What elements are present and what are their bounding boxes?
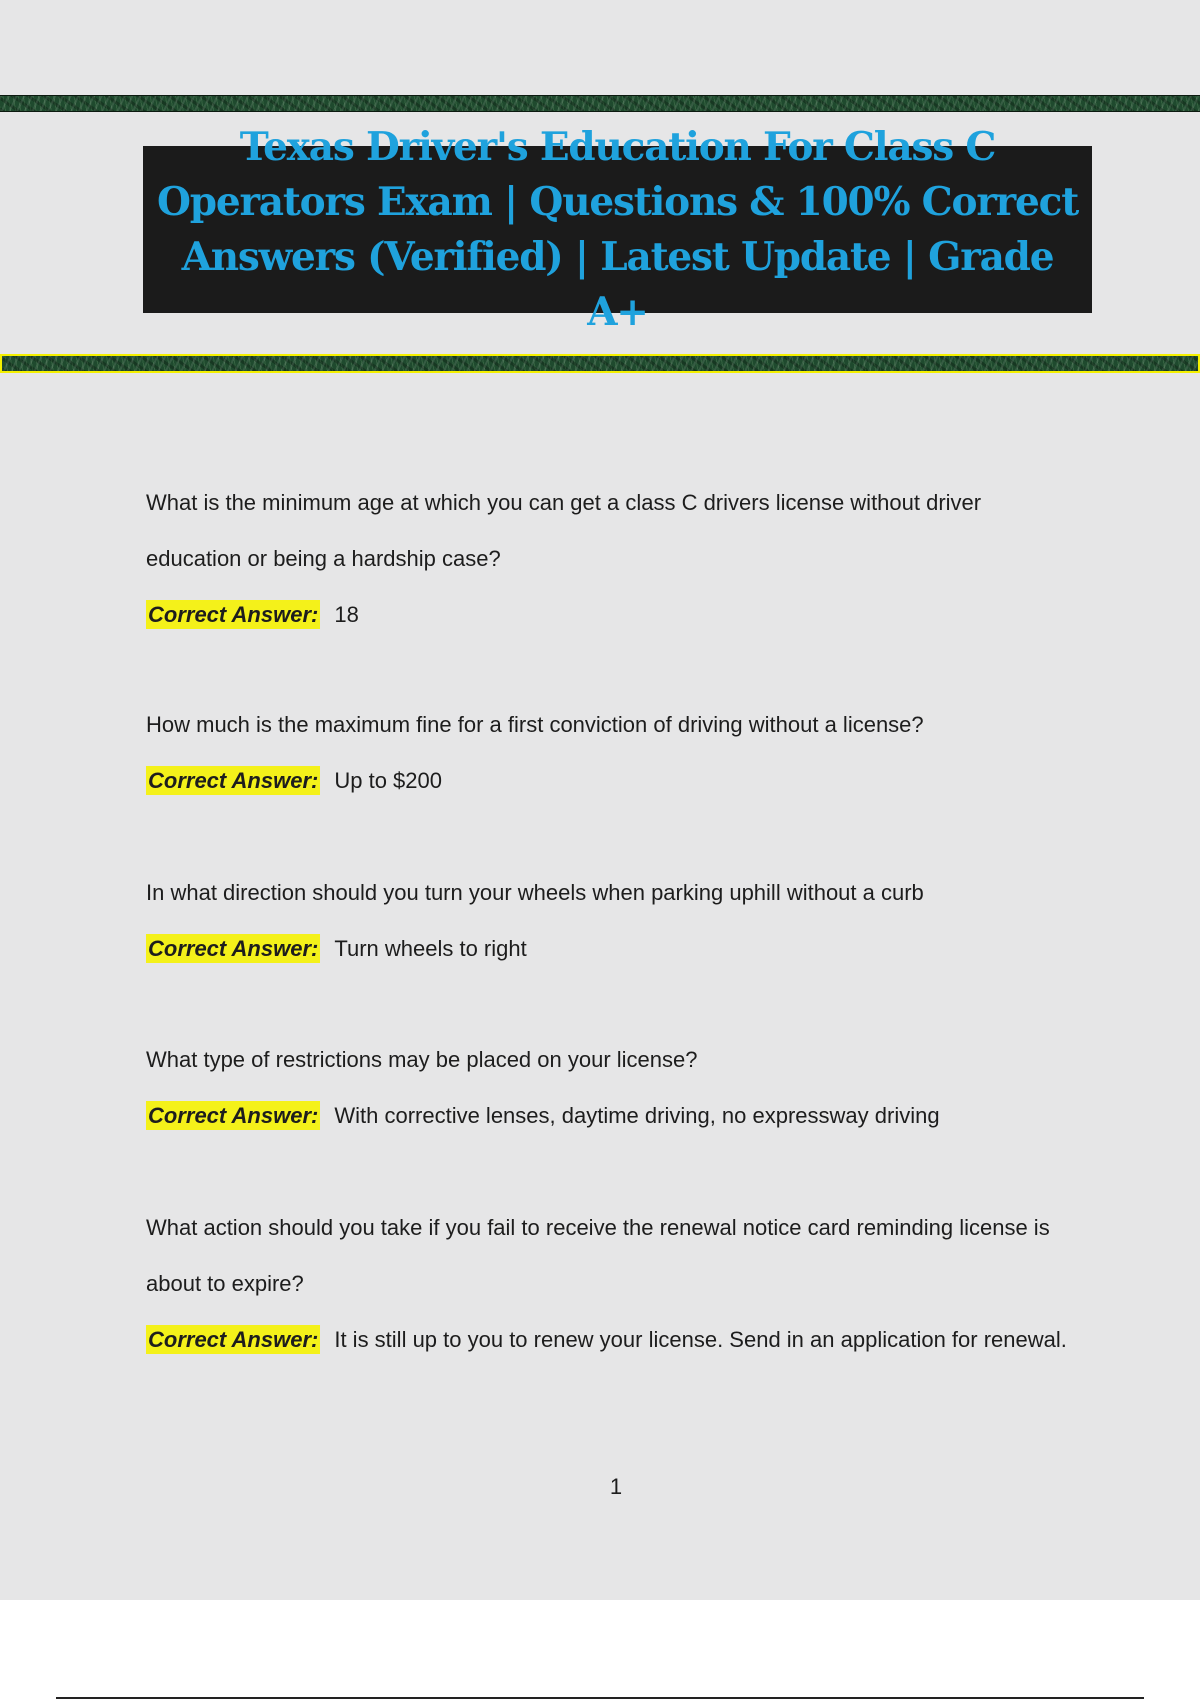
qa-item bbox=[146, 1200, 1076, 1368]
answer-line bbox=[146, 1088, 1076, 1144]
qa-item bbox=[146, 1032, 1076, 1144]
answer-text: With corrective lenses, daytime driving, no expressway driving bbox=[334, 1103, 940, 1128]
page-number: 1 bbox=[609, 1474, 623, 1499]
question-text: What is the minimum age at which you can get a class C drivers license without driver education or being a hardship case? bbox=[146, 490, 982, 571]
answer-label: Correct Answer: bbox=[148, 936, 319, 961]
question-text: What action should you take if you fail to receive the renewal notice card reminding license is about to expire? bbox=[146, 1215, 1050, 1296]
answer-text: 18 bbox=[334, 602, 359, 627]
answer-label: Correct Answer: bbox=[148, 1327, 319, 1352]
answer-line bbox=[146, 587, 1076, 643]
answer-text: It is still up to you to renew your license. Send in an application for renewal. bbox=[334, 1327, 1067, 1352]
qa-item bbox=[146, 865, 1076, 977]
title-banner bbox=[143, 123, 1092, 335]
question-text: What type of restrictions may be placed on your license? bbox=[146, 1047, 698, 1072]
answer-text: Up to $200 bbox=[334, 768, 442, 793]
answer-label: Correct Answer: bbox=[148, 1103, 319, 1128]
footer-divider bbox=[56, 1697, 1144, 1699]
answer-label: Correct Answer: bbox=[148, 602, 319, 627]
answer-line bbox=[146, 753, 1076, 809]
qa-item bbox=[146, 475, 1076, 643]
document-title: Texas Driver's Education For Class C Operators Exam | Questions & 100% Correct Answers (Verified) | Latest Update | Grade A+ bbox=[156, 123, 1079, 335]
answer-line bbox=[146, 921, 1076, 977]
decorative-band-bottom bbox=[0, 354, 1200, 373]
answer-text: Turn wheels to right bbox=[334, 936, 527, 961]
decorative-band-top bbox=[0, 95, 1200, 112]
answer-label: Correct Answer: bbox=[148, 768, 319, 793]
answer-line bbox=[146, 1312, 1076, 1368]
question-text: How much is the maximum fine for a first conviction of driving without a license? bbox=[146, 712, 924, 737]
qa-item bbox=[146, 697, 1076, 809]
question-text: In what direction should you turn your wheels when parking uphill without a curb bbox=[146, 880, 924, 905]
